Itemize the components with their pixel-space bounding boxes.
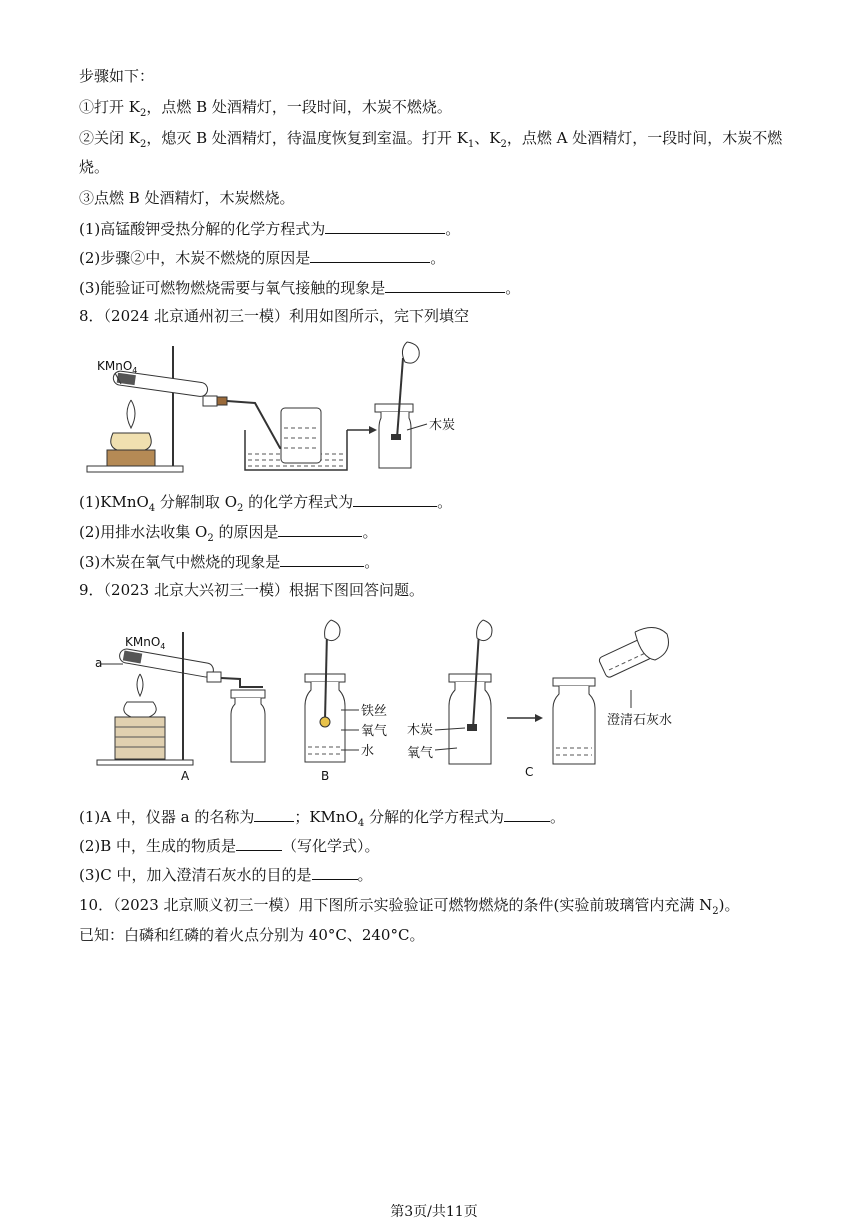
question-8-2: (2)用排水法收集 $O_2$ 的原因是 。 xyxy=(79,523,378,544)
svg-text:a: a xyxy=(95,656,103,670)
svg-text:氧气: 氧气 xyxy=(407,746,434,761)
test-tube xyxy=(112,370,208,397)
apparatus-a xyxy=(95,632,265,783)
svg-text:C: C xyxy=(525,765,534,779)
question-9-title: 9．（2023 北京大兴初三一模）根据下图回答问题。 xyxy=(79,581,424,599)
step-1: ①打开 $K_2$，点燃 B 处酒精灯，一段时间，木炭不燃烧。 xyxy=(79,98,452,119)
svg-text:KMnO4: KMnO$_4$ xyxy=(125,635,166,651)
question-7-2: (2)步骤②中，木炭不燃烧的原因是 。 xyxy=(79,249,446,267)
step-2-continued: 烧。 xyxy=(79,158,110,176)
collecting-bottle xyxy=(281,408,321,463)
answer-blank[interactable] xyxy=(353,491,437,507)
svg-text:水: 水 xyxy=(361,744,375,759)
svg-text:澄清石灰水: 澄清石灰水 xyxy=(607,713,673,728)
answer-blank[interactable] xyxy=(325,218,445,234)
question-8-title: 8．（2024 北京通州初三一模）利用如图所示，完下列填空 xyxy=(79,307,469,325)
steps-intro: 步骤如下： xyxy=(79,67,155,85)
answer-blank[interactable] xyxy=(254,806,294,822)
answer-blank[interactable] xyxy=(310,247,430,263)
answer-blank[interactable] xyxy=(236,835,282,851)
answer-blank[interactable] xyxy=(312,864,358,880)
answer-blank[interactable] xyxy=(504,806,550,822)
step-2: ②关闭 $K_2$，熄灭 B 处酒精灯，待温度恢复到室温。打开 $K_1$、$K_2$，点燃 A 处酒精灯，一段时间，木炭不燃 xyxy=(79,129,783,150)
svg-text:KMnO4: KMnO$_4$ xyxy=(97,359,138,375)
svg-text:氧气: 氧气 xyxy=(361,724,388,739)
svg-text:铁丝: 铁丝 xyxy=(361,704,388,719)
step-3: ③点燃 B 处酒精灯，木炭燃烧。 xyxy=(79,189,295,207)
answer-blank[interactable] xyxy=(280,551,364,567)
svg-text:B: B xyxy=(321,769,330,783)
question-8-3: (3)木炭在氧气中燃烧的现象是 。 xyxy=(79,553,380,571)
answer-blank[interactable] xyxy=(385,277,505,293)
gas-jar xyxy=(375,342,455,468)
apparatus-b xyxy=(305,620,387,783)
question-10-known: 已知：白磷和红磷的着火点分别为 40°C、240°C。 xyxy=(79,926,425,944)
alcohol-lamp xyxy=(107,400,155,466)
question-10-title: 10．（2023 北京顺义初三一模）用下图所示实验验证可燃物燃烧的条件(实验前玻璃管内充满 $N_2$)。 xyxy=(79,896,740,917)
svg-text:木炭: 木炭 xyxy=(429,418,456,433)
page-footer: 第3页/共11页 xyxy=(390,1204,478,1220)
question-8-1: (1)KMnO$_4$ 分解制取 $O_2$ 的化学方程式为 。 xyxy=(79,493,453,514)
question-9-2: (2)B 中，生成的物质是 （写化学式）。 xyxy=(79,837,380,855)
svg-text:木炭: 木炭 xyxy=(407,723,434,738)
apparatus-charcoal xyxy=(407,620,492,764)
question-9-3: (3)C 中，加入澄清石灰水的目的是 。 xyxy=(79,866,373,884)
svg-text:A: A xyxy=(181,769,190,783)
apparatus-c xyxy=(525,627,672,779)
question-9-1: (1)A 中，仪器 a 的名称为 ；KMnO$_4$ 分解的化学方程式为 。 xyxy=(79,808,566,829)
figure-8-apparatus xyxy=(85,338,470,478)
question-7-1: (1)高锰酸钾受热分解的化学方程式为 。 xyxy=(79,220,461,238)
question-7-3: (3)能验证可燃物燃烧需要与氧气接触的现象是 。 xyxy=(79,279,521,297)
figure-9-apparatus xyxy=(95,612,695,787)
stand-base xyxy=(87,466,183,472)
answer-blank[interactable] xyxy=(278,521,362,537)
